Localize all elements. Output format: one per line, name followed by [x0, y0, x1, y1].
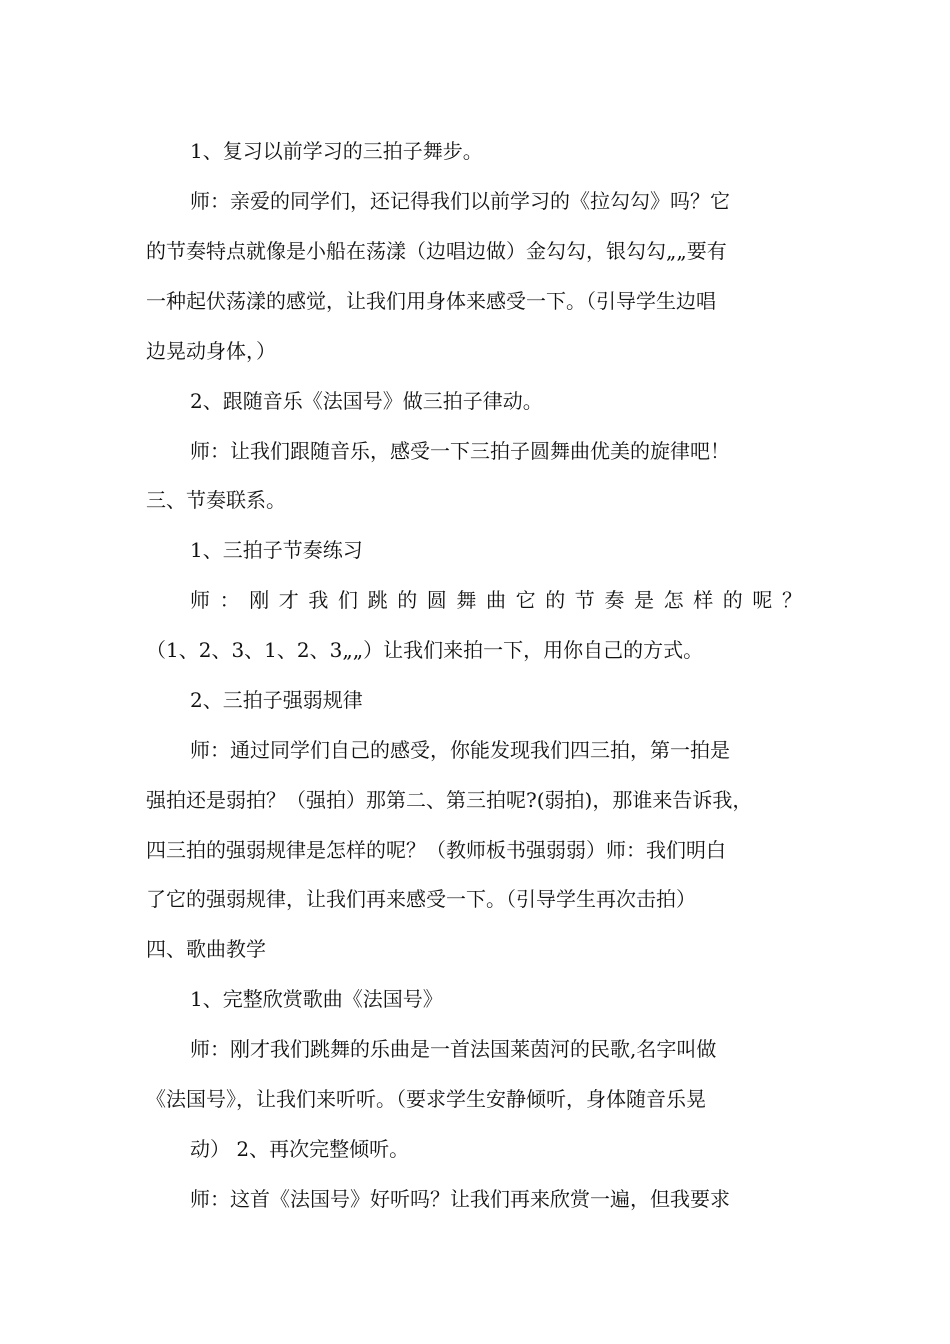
- text-line: 《法国号》，让我们来听听。（要求学生安静倾听，身体随音乐晃: [146, 1087, 706, 1111]
- text-line: 1、三拍子节奏练习: [190, 538, 363, 562]
- text-line: 边晃动身体，）: [146, 339, 276, 363]
- text-line: 2、跟随音乐《法国号》做三拍子律动。: [190, 389, 543, 413]
- text-line: 师：亲爱的同学们，还记得我们以前学习的《拉勾勾》吗？它: [190, 189, 730, 213]
- text-line: （1、2、3、1、2、3„„）让我们来拍一下，用你自己的方式。: [146, 638, 704, 662]
- text-line: 师：刚才我们跳舞的乐曲是一首法国莱茵河的民歌,名字叫做: [190, 1037, 717, 1061]
- text-line: 强拍还是弱拍？（强拍）那第二、第三拍呢?(弱拍)，那谁来告诉我，: [146, 788, 753, 812]
- text-line: 1、完整欣赏歌曲《法国号》: [190, 987, 443, 1011]
- section-heading: 三、节奏联系。: [146, 488, 286, 512]
- text-line: 四三拍的强弱规律是怎样的呢？（教师板书强弱弱）师：我们明白: [146, 838, 726, 862]
- text-line: 2、三拍子强弱规律: [190, 688, 363, 712]
- text-line: 一种起伏荡漾的感觉，让我们用身体来感受一下。（引导学生边唱: [146, 289, 716, 313]
- section-heading: 四、歌曲教学: [146, 937, 266, 961]
- text-line: 师：刚才我们跳的圆舞曲它的节奏是怎样的呢？: [190, 588, 802, 612]
- text-line: 师：让我们跟随音乐，感受一下三拍子圆舞曲优美的旋律吧！: [190, 439, 730, 463]
- text-line: 1、复习以前学习的三拍子舞步。: [190, 139, 483, 163]
- text-line: 动） 2、再次完整倾听。: [190, 1137, 410, 1161]
- text-line: 师：通过同学们自己的感受，你能发现我们四三拍，第一拍是: [190, 738, 730, 762]
- text-line: 师：这首《法国号》好听吗？让我们再来欣赏一遍，但我要求: [190, 1187, 730, 1211]
- text-line: 了它的强弱规律，让我们再来感受一下。（引导学生再次击拍）: [146, 887, 696, 911]
- text-line: 的节奏特点就像是小船在荡漾（边唱边做）金勾勾，银勾勾„„要有: [146, 239, 727, 263]
